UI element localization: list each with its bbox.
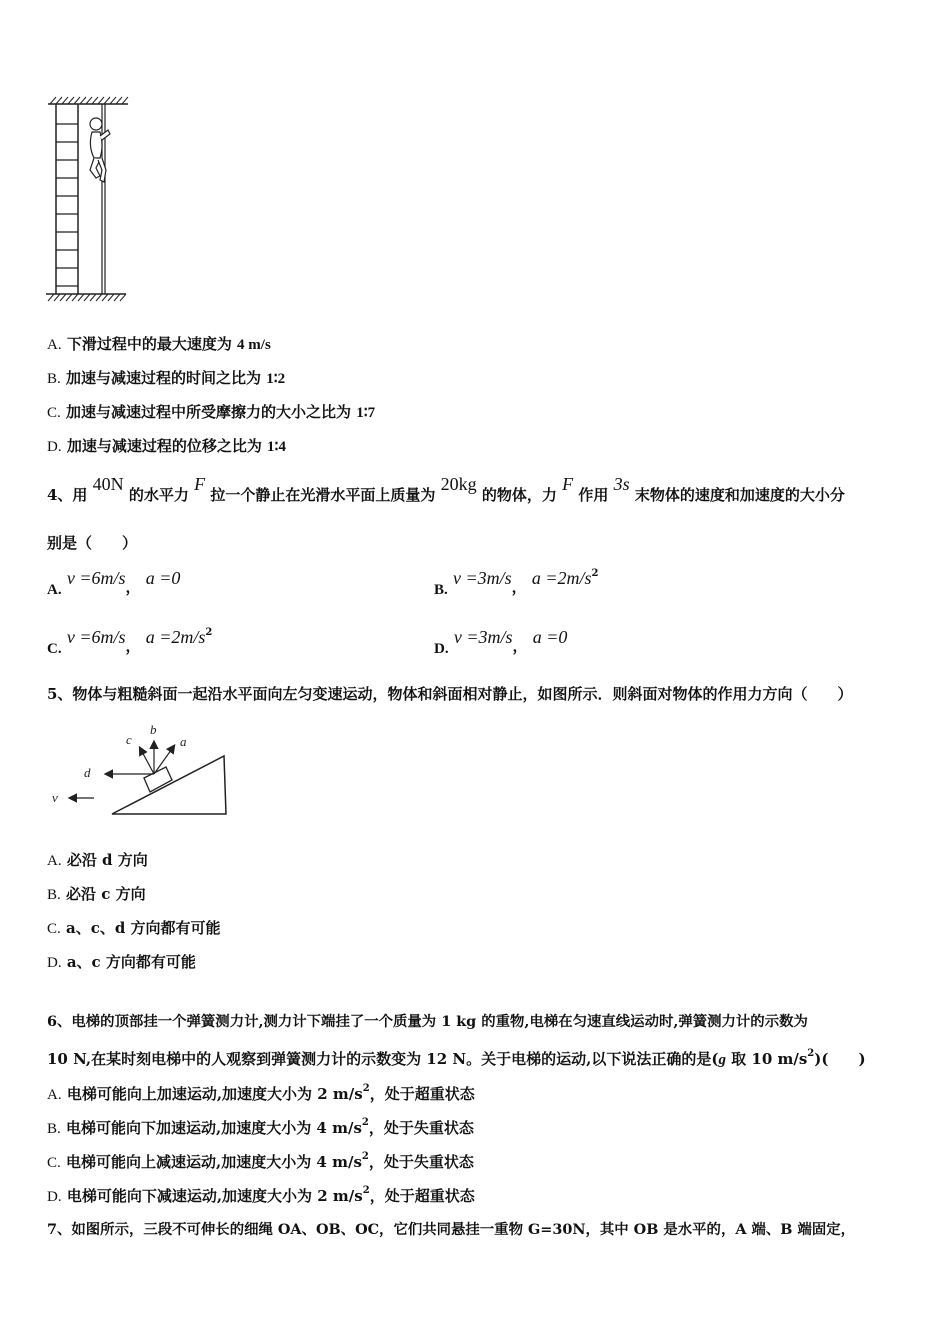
q6-option-a: [47, 1084, 475, 1107]
option-text: 电梯可能向上减速运动,加速度大小为 4 m/s: [60, 1153, 362, 1171]
q5-option-c: [47, 918, 221, 939]
option-sup: 2: [361, 1117, 369, 1128]
q6-stem-line1: 6、电梯的顶部挂一个弹簧测力计,测力计下端挂了一个质量为 1 kg 的重物,电梯在匀速直线运动时,弹簧测力计的示数为: [47, 1013, 808, 1030]
option-letter: B.: [47, 887, 61, 903]
option-letter: B.: [47, 371, 61, 387]
q3-option-d: [47, 436, 286, 457]
q4-text5: 末物体的速度和加速度的大小分: [634, 486, 845, 504]
option-sep: ，: [125, 637, 141, 655]
option-letter: C.: [47, 641, 62, 657]
label-d: d: [84, 765, 91, 780]
q6-option-d: [47, 1186, 475, 1209]
option-text: 必沿 c 方向: [60, 885, 146, 903]
q6-stem-line2: [47, 1049, 866, 1072]
option-velocity: v =3m/s: [453, 627, 513, 647]
q6-g-symbol: g: [718, 1052, 726, 1068]
label-a: a: [180, 734, 187, 749]
option-letter: A.: [47, 853, 62, 869]
q4-option-c: [47, 627, 213, 657]
q5-stem: 5、物体与粗糙斜面一起沿水平面向左匀变速运动，物体和斜面相对静止，如图所示．则斜面对物体的作用力方向（ ）: [47, 685, 853, 703]
option-letter: C.: [47, 405, 61, 421]
option-acceleration: a =0: [145, 568, 181, 588]
option-acceleration: a =2m/s: [531, 568, 592, 588]
option-tail: ，处于超重状态: [369, 1187, 475, 1205]
option-letter: D.: [47, 1189, 62, 1205]
option-sup: 2: [591, 568, 599, 579]
ladder-pole-figure: [44, 96, 134, 306]
option-text: 电梯可能向上加速运动,加速度大小为 2 m/s: [61, 1085, 363, 1103]
option-acceleration: a =2m/s: [145, 627, 206, 647]
q5-option-b: [47, 884, 146, 905]
option-velocity: v =6m/s: [66, 627, 126, 647]
q6-line2-b: 取 10 m/s: [725, 1050, 808, 1068]
option-letter: D.: [47, 439, 62, 455]
option-letter: D.: [434, 641, 449, 657]
q6-sup: 2: [807, 1048, 815, 1059]
option-letter: B.: [47, 1121, 61, 1137]
option-letter: D.: [47, 955, 62, 971]
option-tail: ，处于失重状态: [368, 1119, 474, 1137]
option-text: 下滑过程中的最大速度为: [61, 335, 238, 353]
option-letter: A.: [47, 1087, 62, 1103]
option-velocity: v =6m/s: [66, 568, 126, 588]
option-sep: ，: [512, 637, 528, 655]
option-sup: 2: [362, 1083, 370, 1094]
option-sep: ，: [125, 578, 141, 596]
option-text: a、c、d 方向都有可能: [60, 919, 221, 937]
option-letter: B.: [434, 582, 448, 598]
option-value: 1∶4: [267, 439, 286, 455]
option-value: 1∶2: [266, 371, 286, 387]
q4-stem-line2: 别是（ ）: [47, 534, 138, 552]
q4-mass: 20kg: [440, 474, 477, 494]
q4-option-d: [434, 627, 568, 657]
option-text: 电梯可能向下减速运动,加速度大小为 2 m/s: [61, 1187, 363, 1205]
option-value: 1∶7: [356, 405, 376, 421]
option-sep: ，: [511, 578, 527, 596]
option-text: 电梯可能向下加速运动,加速度大小为 4 m/s: [60, 1119, 362, 1137]
label-b: b: [150, 722, 157, 737]
option-sup: 2: [362, 1185, 370, 1196]
option-velocity: v =3m/s: [453, 568, 512, 588]
option-text: 加速与减速过程的时间之比为: [60, 369, 267, 387]
q4-option-a: [47, 568, 181, 598]
q5-option-a: [47, 850, 148, 871]
q6-line2-c: )( ): [814, 1050, 866, 1068]
option-sup: 2: [361, 1151, 369, 1162]
q3-option-c: [47, 402, 375, 423]
q6-option-c: [47, 1152, 474, 1175]
q4-text4: 作用: [578, 486, 609, 504]
option-acceleration: a =0: [532, 627, 568, 647]
option-letter: A.: [47, 337, 62, 353]
q4-text2: 拉一个静止在光滑水平面上质量为: [210, 486, 436, 504]
q6-line2-a: 10 N,在某时刻电梯中的人观察到弹簧测力计的示数变为 12 N。关于电梯的运动,以下说法正确的是(: [47, 1050, 719, 1068]
incline-figure: [44, 722, 234, 822]
q3-option-a: [47, 334, 271, 355]
option-value: 4 m/s: [237, 337, 271, 353]
option-sup: 2: [205, 627, 213, 638]
q4-prefix: 4、用: [47, 486, 88, 504]
option-text: 必沿 d 方向: [61, 851, 148, 869]
option-letter: C.: [47, 1155, 61, 1171]
option-text: 加速与减速过程中所受摩擦力的大小之比为: [60, 403, 357, 421]
option-tail: ，处于失重状态: [368, 1153, 474, 1171]
q4-stem-line1: [47, 474, 845, 505]
q4-option-b: [434, 568, 599, 598]
q4-text3: 的物体，力: [481, 486, 557, 504]
q4-F-symbol-2: F: [562, 474, 574, 494]
option-letter: C.: [47, 921, 61, 937]
q4-force: 40N: [92, 474, 124, 494]
option-text: a、c 方向都有可能: [61, 953, 196, 971]
q4-text1: 的水平力: [128, 486, 189, 504]
q5-option-d: [47, 952, 196, 973]
q3-option-b: [47, 368, 285, 389]
option-letter: A.: [47, 582, 62, 598]
q4-F-symbol: F: [194, 474, 206, 494]
option-text: 加速与减速过程的位移之比为: [61, 437, 268, 455]
option-tail: ，处于超重状态: [369, 1085, 475, 1103]
q7-stem-line1: 7、如图所示，三段不可伸长的细绳 OA、OB、OC，它们共同悬挂一重物 G=30N，其中 OB 是水平的，A 端、B 端固定，: [47, 1221, 856, 1238]
q6-option-b: [47, 1118, 474, 1141]
label-c: c: [126, 732, 132, 747]
q4-time: 3s: [613, 474, 630, 494]
label-v: v: [52, 790, 58, 805]
